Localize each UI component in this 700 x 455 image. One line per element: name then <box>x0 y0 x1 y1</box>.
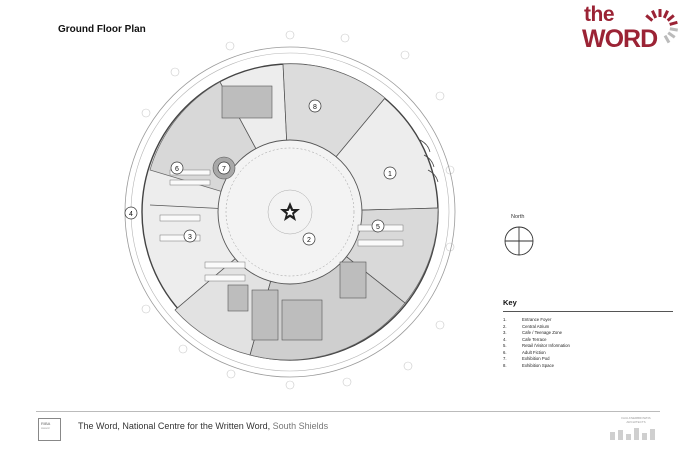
room-label-2: 2 <box>307 237 311 244</box>
key-row: 6. Adult Fiction <box>503 349 546 355</box>
key-row: 4. Cafe Terrace <box>503 336 547 342</box>
north-compass-icon <box>502 224 536 258</box>
room-label-1: 1 <box>388 171 392 178</box>
logo-text-word: WORD <box>582 25 658 53</box>
room-label-6: 6 <box>175 166 179 173</box>
key-row: 1. Entrance Foyer <box>503 317 552 322</box>
legend-key <box>503 298 673 369</box>
architect-mark-icon <box>608 426 660 440</box>
key-row: 7. Exhibition Pod <box>503 356 550 361</box>
key-row: 8. Exhibition Space <box>503 362 555 368</box>
page-title: Ground Floor Plan <box>58 24 146 35</box>
footer-caption <box>78 421 328 431</box>
room-label-3: 3 <box>188 234 192 241</box>
room-label-4: 4 <box>129 211 133 218</box>
logo-text-the: the <box>584 3 614 26</box>
key-row: 3. Cafe / Teenage Zone <box>503 330 563 335</box>
riba-badge-subtitle: Award <box>41 426 50 430</box>
room-label-5: 5 <box>376 224 380 231</box>
architect-text: FAULKNERBROWNS ARCHITECTS <box>621 416 651 424</box>
caption-location: South Shields <box>272 421 329 431</box>
north-arrow <box>500 214 540 260</box>
key-heading: Key <box>503 298 673 312</box>
architect-logo <box>608 417 660 441</box>
room-label-8: 8 <box>313 104 317 111</box>
riba-badge <box>38 418 61 441</box>
key-row: 2. Central Atrium <box>503 323 550 329</box>
room-label-7: 7 <box>222 166 226 173</box>
caption-main: The Word, National Centre for the Written Word, <box>78 421 271 431</box>
north-label: North <box>511 214 525 220</box>
riba-badge-title: RIBA <box>41 421 51 426</box>
footer-divider <box>36 411 660 412</box>
key-row: 5. Retail /Visitor Information <box>503 343 570 348</box>
